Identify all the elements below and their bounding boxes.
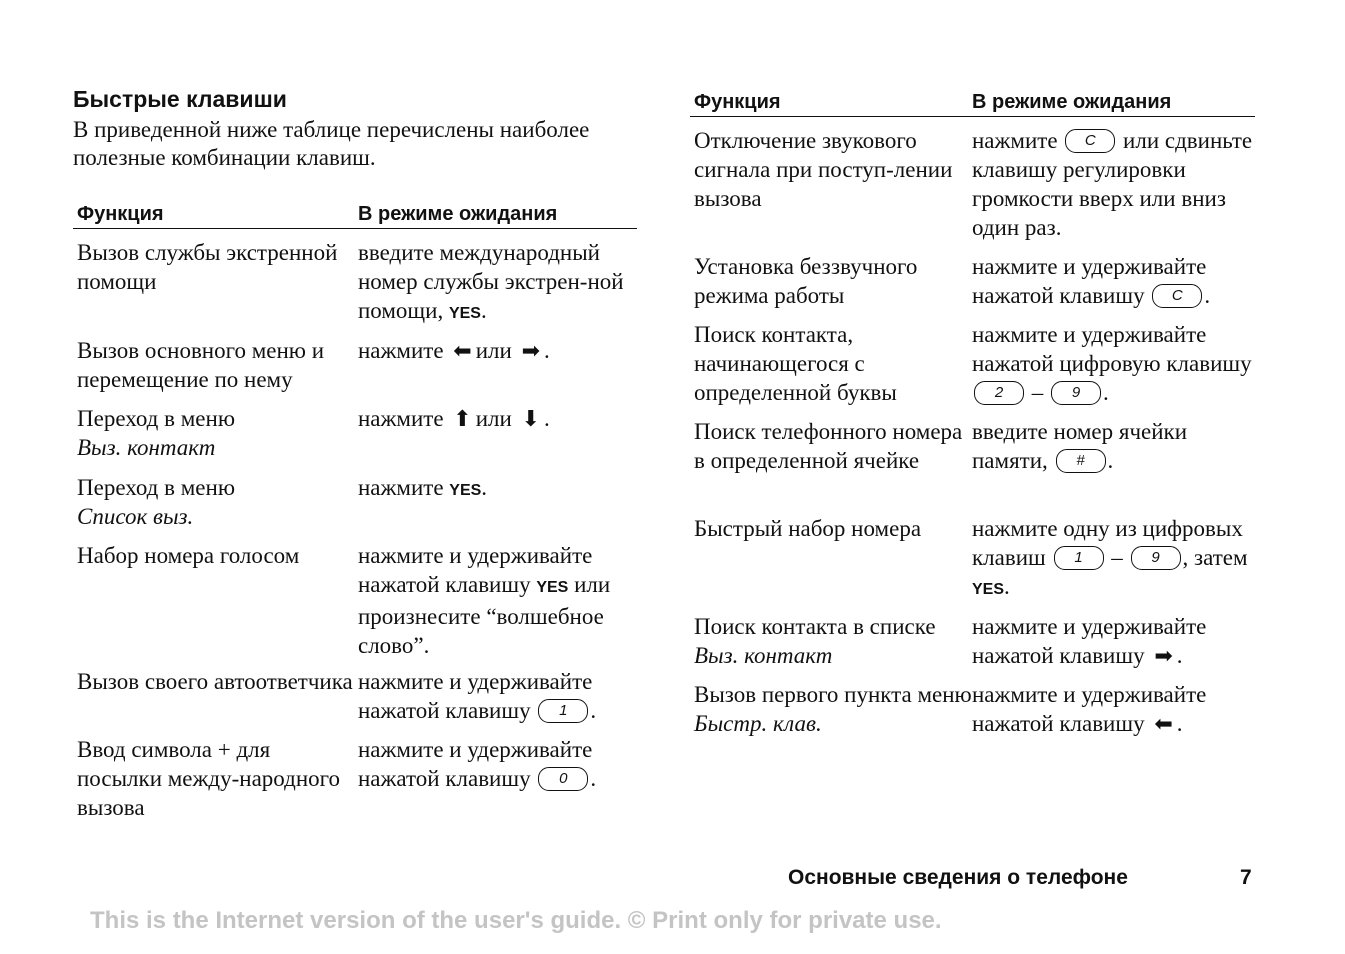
row-action: нажмите C или сдвиньте клавишу регулировки громкости вверх или вниз один раз. [972,128,1253,240]
table-row [73,473,636,531]
header-standby: В режиме ожидания [972,91,1172,113]
row-function: Переход в меню Список выз. [77,475,236,529]
footer-section-title: Основные сведения о телефоне [788,866,1128,889]
row-function: Поиск контакта в списке Выз. контакт [694,614,936,668]
table-row [690,612,1254,670]
intro-text: В приведенной ниже таблице перечислены наиболее полезные комбинации клавиш. [73,117,590,170]
row-function: Набор номера голосом [77,543,300,568]
row-function: Быстрый набор номера [694,516,922,541]
table-row [73,404,636,462]
row-function: Вызов первого пункта меню Быстр. клав. [694,682,972,736]
table-row [73,336,636,394]
key-9-icon: 9 [1131,546,1181,570]
row-action: нажмите и удерживайте нажатой клавишу C . [972,254,1211,308]
row-function: Отключение звукового сигнала при поступ-лении вызова [694,128,953,211]
arrow-right-icon: ➡ [1154,644,1173,669]
table-row [690,417,1254,475]
row-function: Вызов службы экстренной помощи [77,240,338,294]
page-heading: Быстрые клавиши [73,86,287,112]
table-row [73,667,636,725]
header-function: Функция [77,203,164,225]
yes-key-label: YES [448,305,481,322]
row-action: нажмите и удерживайте нажатой клавишу 1 . [358,669,597,723]
table-row [690,320,1254,407]
table-row [73,238,636,328]
row-action: нажмите и удерживайте нажатой цифровую клавишу 2 – 9 . [972,322,1252,405]
key-1-icon: 1 [1054,546,1104,570]
row-function: Вызов основного меню и перемещение по нему [77,338,325,392]
row-action: нажмите и удерживайте нажатой клавишу ⬅ . [972,682,1207,737]
row-action: нажмите и удерживайте нажатой клавишу ➡ . [972,614,1207,669]
table-row [690,680,1254,738]
table-row [73,735,636,822]
row-function: Установка беззвучного режима работы [694,254,918,308]
key-c-icon: C [1065,129,1115,153]
header-standby: В режиме ожидания [358,203,558,225]
yes-key-label: YES [449,482,482,499]
page-number: 7 [1240,866,1252,889]
row-function: Переход в меню Выз. контакт [77,406,236,460]
arrow-left-icon: ⬅ [453,339,472,364]
key-c-icon: C [1152,284,1202,308]
yes-key-label: YES [972,581,1005,598]
row-function: Вызов своего автоответчика [77,669,353,694]
row-action: нажмите ⬆ или ⬇ . [358,406,550,432]
arrow-down-icon: ⬇ [521,407,541,432]
arrow-left-icon: ⬅ [1154,712,1173,737]
row-function: Поиск телефонного номера в определенной ячейке [694,419,963,473]
row-action: нажмите YES. [358,475,488,500]
row-action: введите номер ячейки памяти, # . [972,419,1188,473]
table-row [690,252,1254,310]
row-function: Ввод символа + для посылки между-народного вызова [77,737,340,820]
table-row [690,126,1254,242]
arrow-right-icon: ➡ [521,339,541,364]
shortcut-table-left [73,200,637,840]
key-9-icon: 9 [1051,381,1101,405]
row-action: нажмите одну из цифровых клавиш 1 – 9 , затем YES. [972,516,1248,599]
row-action: введите международный номер службы экстрен-ной помощи, YES. [358,240,624,323]
table-header [73,200,637,229]
watermark-text: This is the Internet version of the user's guide. © Print only for private use. [90,907,942,934]
row-action: нажмите ⬅ или ➡ . [358,338,550,364]
key-hash-icon: # [1056,449,1106,473]
table-row [73,541,636,660]
header-function: Функция [694,91,781,113]
shortcut-table-right [690,88,1255,768]
table-row [690,514,1254,604]
row-action: нажмите и удерживайте нажатой клавишу YES или произнесите “волшебное слово”. [358,543,611,658]
row-function: Поиск контакта, начинающегося с определенной буквы [694,322,897,405]
table-header [690,88,1255,117]
row-action: нажмите и удерживайте нажатой клавишу 0 . [358,737,597,791]
key-0-icon: 0 [538,767,588,791]
yes-key-label: YES [536,579,569,596]
arrow-up-icon: ⬆ [453,407,472,432]
key-2-icon: 2 [974,381,1024,405]
key-1-icon: 1 [538,699,588,723]
